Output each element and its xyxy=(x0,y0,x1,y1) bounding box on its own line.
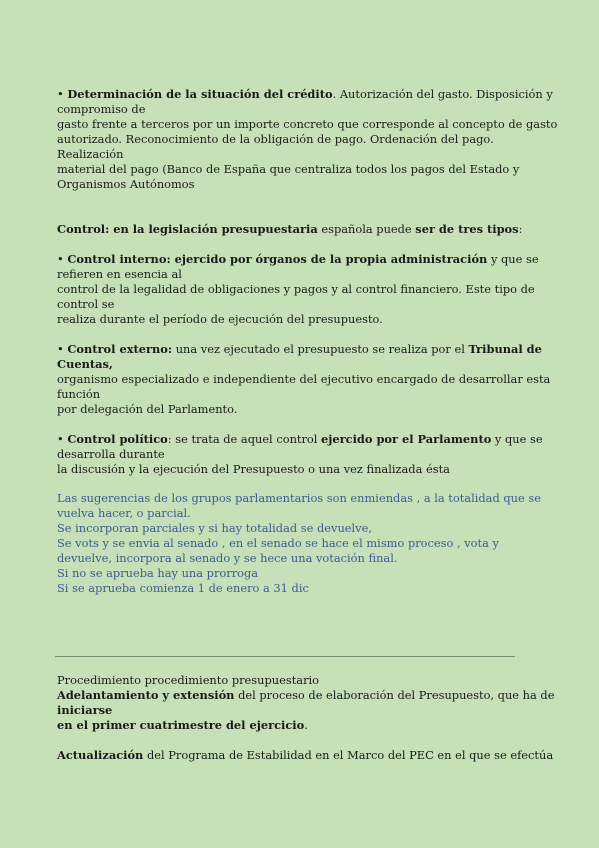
notes-line-2: vuelva hacer, o parcial. xyxy=(57,506,191,520)
externo-line-5: por delegación del Parlamento. xyxy=(57,402,238,416)
control-intro-colon: : xyxy=(518,222,523,236)
externo-heading: Control externo: xyxy=(67,342,173,356)
ejecucion-heading: Determinación de la situación del crédito xyxy=(67,87,333,101)
ejecucion-line-7: Organismos Autónomos xyxy=(57,177,195,191)
externo-line-1 xyxy=(57,342,542,357)
interno-line-5: realiza durante el período de ejecución del presupuesto. xyxy=(57,312,383,326)
bullet: • xyxy=(57,342,64,356)
ejecucion-line-3: gasto frente a terceros por un importe concreto que corresponde al concepto de gasto xyxy=(57,117,558,131)
control-politico-section xyxy=(57,432,543,477)
ejecucion-line-2: compromiso de xyxy=(57,102,146,116)
politico-line-3: la discusión y la ejecución del Presupuesto o una vez finalizada ésta xyxy=(57,462,450,476)
interno-line-3: control de la legalidad de obligaciones y pagos y al control financiero. Este tipo de xyxy=(57,282,535,296)
bullet: • xyxy=(57,87,64,101)
control-heading: Control: en la legislación presupuestaria xyxy=(57,222,318,236)
interno-line-2: refieren en esencia al xyxy=(57,267,182,281)
procedimiento-title: Procedimiento procedimiento presupuestario xyxy=(57,673,320,687)
adelantamiento-heading: Adelantamiento y extensión xyxy=(57,688,235,702)
notes-section xyxy=(57,491,541,596)
ejecucion-line-5: Realización xyxy=(57,147,124,161)
control-types: ser de tres tipos xyxy=(415,222,519,236)
actualizacion-heading: Actualización xyxy=(57,748,144,762)
externo-line-3: organismo especializado e independiente del ejecutivo encargado de desarrollar esta xyxy=(57,372,551,386)
interno-line-4: control se xyxy=(57,297,115,311)
politico-text: : se trata de aquel control xyxy=(167,432,322,446)
notes-line-6: Si no se aprueba hay una prorroga xyxy=(57,566,259,580)
notes-line-4: Se vots y se envia al senado , en el senado se hace el mismo proceso , vota y xyxy=(57,536,499,550)
procedimiento-line-3: iniciarse xyxy=(57,703,113,717)
politico-heading: Control político xyxy=(67,432,168,446)
procedimiento-line-2 xyxy=(57,688,555,703)
tribunal-text: Tribunal de xyxy=(468,342,542,356)
actualizacion-line xyxy=(57,748,554,763)
cuatrimestre-text: en el primer cuatrimestre del ejercicio xyxy=(57,718,305,732)
interno-line-1 xyxy=(57,252,539,267)
control-externo-section xyxy=(57,342,551,417)
procedimiento-text: del proceso de elaboración del Presupuesto, que ha de xyxy=(234,688,555,702)
externo-text: una vez ejecutado el presupuesto se realiza por el xyxy=(172,342,469,356)
procedimiento-section xyxy=(57,673,555,733)
interno-heading: Control interno: ejercido por órganos de la propia administración xyxy=(67,252,488,266)
ejecucion-line-4: autorizado. Reconocimiento de la obligación de pago. Ordenación del pago. xyxy=(57,132,494,146)
politico-line-1 xyxy=(57,432,543,447)
procedimiento-line-4 xyxy=(57,718,517,733)
ejecucion-line-6: material del pago (Banco de España que centraliza todos los pagos del Estado y xyxy=(57,162,520,176)
externo-line-2: Cuentas, xyxy=(57,357,113,371)
bullet: • xyxy=(57,432,64,446)
notes-line-1: Las sugerencias de los grupos parlamentarios son enmiendas , a la totalidad que se xyxy=(57,491,541,505)
actualizacion-section xyxy=(57,748,554,763)
interno-text: y que se xyxy=(487,252,539,266)
ejecucion-line-1 xyxy=(57,87,553,102)
actualizacion-text: del Programa de Estabilidad en el Marco del PEC en el que se efectúa xyxy=(143,748,554,762)
ejecucion-text: . Autorización del gasto. Disposición y xyxy=(332,87,553,101)
notes-line-7: Si se aprueba comienza 1 de enero a 31 dic xyxy=(57,581,309,595)
politico-line-2: desarrolla durante xyxy=(57,447,165,461)
ejecucion-section xyxy=(57,87,558,192)
externo-line-4: función xyxy=(57,387,101,401)
notes-line-3: Se incorporan parciales y si hay totalidad se devuelve, xyxy=(57,521,372,535)
bullet: • xyxy=(57,252,64,266)
politico-text-2: y que se xyxy=(491,432,543,446)
control-intro-text: española puede xyxy=(317,222,416,236)
control-intro xyxy=(57,222,523,237)
parlamento-text: ejercido por el Parlamento xyxy=(321,432,492,446)
horizontal-divider xyxy=(55,656,515,657)
period: . xyxy=(304,718,308,732)
control-intro-line xyxy=(57,222,523,237)
notes-line-5: devuelve, incorpora al senado y se hece una votación final. xyxy=(57,551,398,565)
control-interno-section xyxy=(57,252,539,327)
